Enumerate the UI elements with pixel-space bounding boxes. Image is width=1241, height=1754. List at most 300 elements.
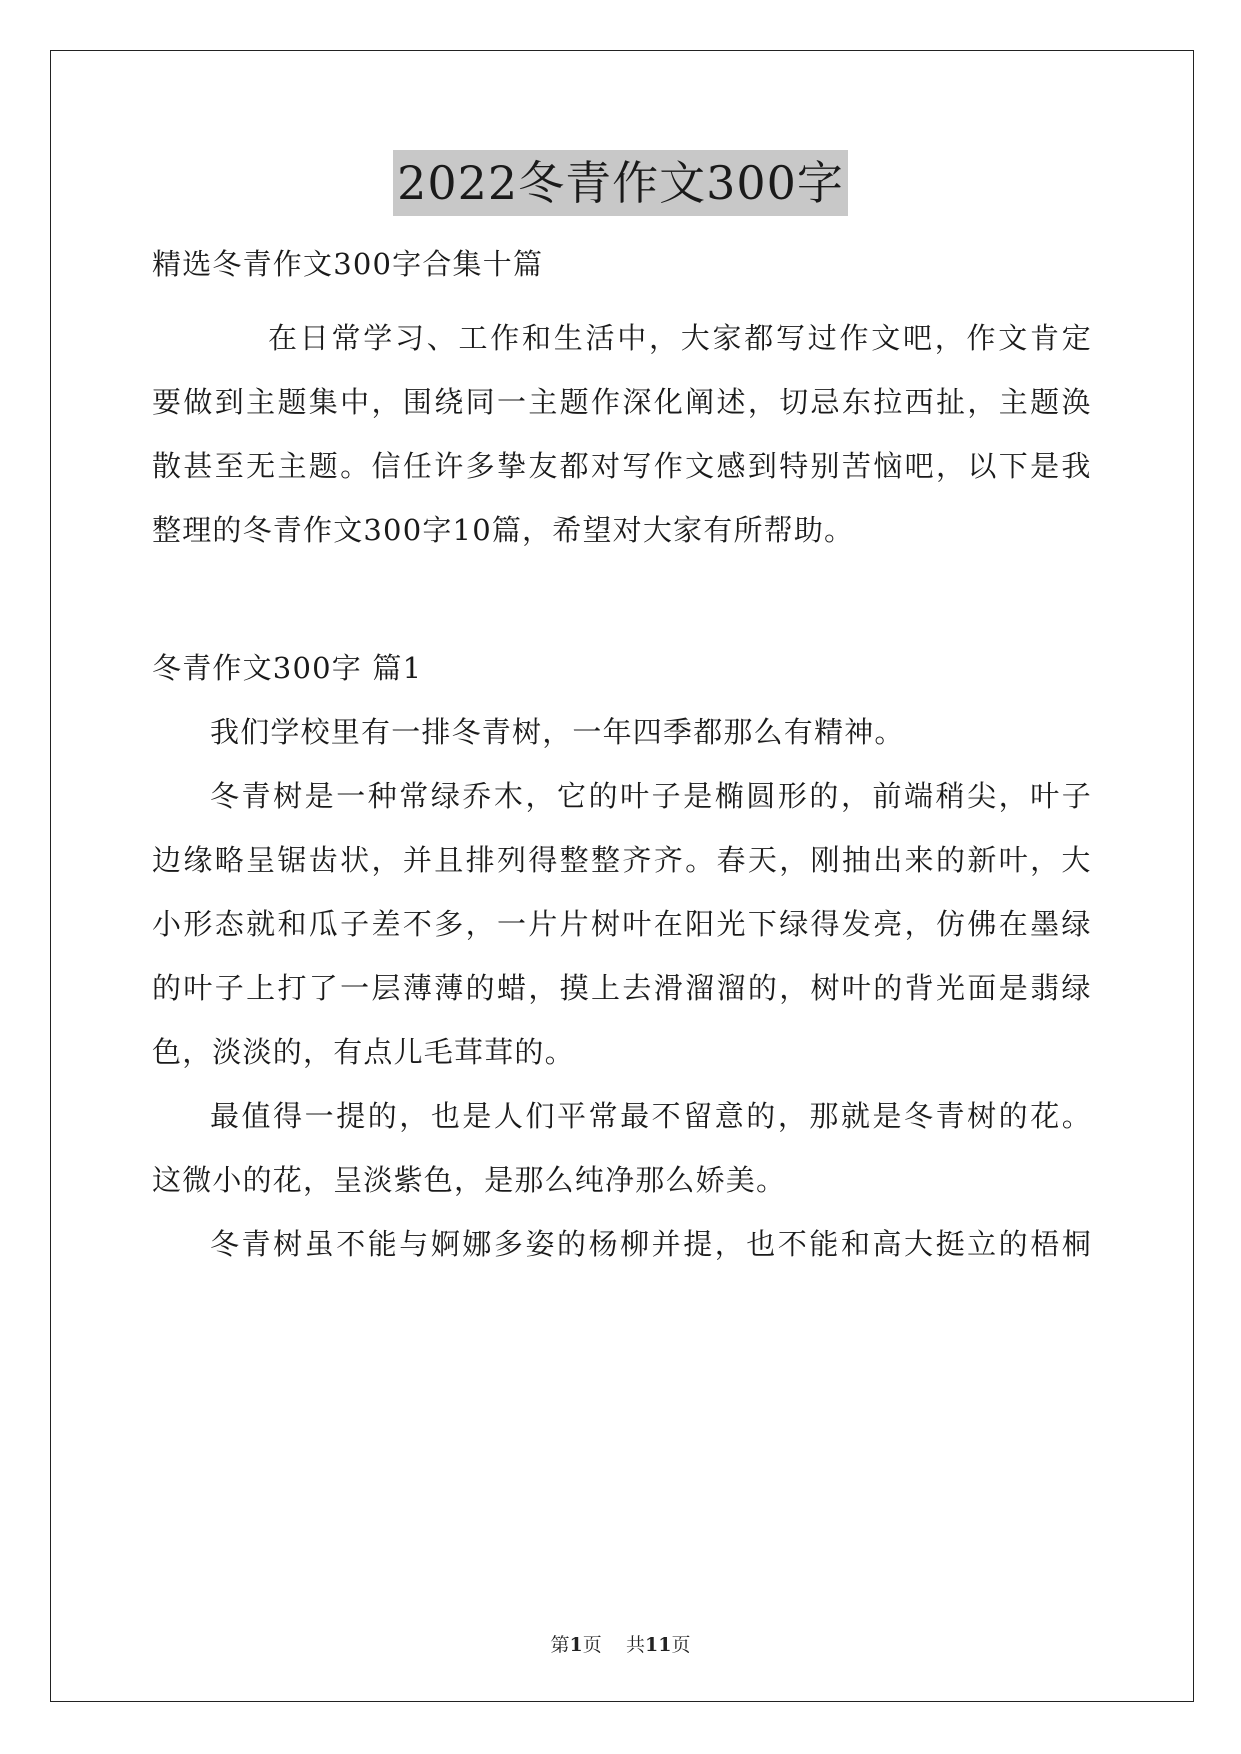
glyph: 主 [998,385,1029,419]
glyph: ， [967,385,998,419]
glyph: 就 [840,1099,872,1133]
glyph: 活 [585,321,616,355]
glyph: 得 [810,907,841,941]
glyph: 叶 [183,971,214,1005]
glyph: 作 [839,321,870,355]
text-line-content [152,434,1092,498]
glyph: 小 [152,907,183,941]
text-line [152,700,1092,764]
glyph: 最 [210,1099,241,1133]
text-line [152,1212,1092,1276]
glyph: 最 [620,1099,651,1133]
glyph: 的 [746,1099,777,1133]
glyph: 刚 [810,843,841,877]
glyph: 整 [559,843,590,877]
glyph: 绿 [1061,971,1092,1005]
glyph: 至 [214,449,245,483]
glyph: 是 [462,1099,493,1133]
glyph: 和 [277,907,308,941]
glyph: 光 [716,907,747,941]
glyph: 感 [716,449,747,483]
glyph: 日 [299,321,330,355]
glyph: 姿 [525,1227,556,1261]
glyph: 摸 [559,971,590,1005]
glyph: 中 [617,321,648,355]
text-line-content [210,764,1092,828]
glyph: 散 [152,449,183,483]
glyph: 题 [277,385,308,419]
glyph: 片 [528,907,559,941]
glyph: 新 [967,843,998,877]
glyph: 化 [653,385,684,419]
glyph: 圆 [746,779,777,813]
glyph: 树 [967,1099,998,1133]
glyph: 围 [402,385,434,419]
glyph: 阳 [685,907,716,941]
glyph: 写 [776,321,807,355]
glyph: ， [371,843,402,877]
glyph: 、 [426,321,457,355]
glyph: 提 [683,1227,714,1261]
glyph: 叶 [998,843,1029,877]
glyph: 稍 [935,779,966,813]
glyph: 上 [591,971,622,1005]
glyph: 状 [340,843,371,877]
glyph: 抽 [841,843,873,877]
text-line-content: 我们学校里有一排冬青树，一年四季都那么有精神。 [210,715,905,749]
glyph: 以 [967,449,998,483]
glyph: 片 [559,907,590,941]
glyph: 是 [1030,449,1061,483]
glyph: 文 [685,449,716,483]
glyph: 乔 [462,779,493,813]
glyph: 题 [308,449,339,483]
glyph: 提 [336,1099,367,1133]
glyph: 青 [241,1227,272,1261]
text-line-content: 这微小的花，呈淡紫色，是那么纯净那么娇美。 [152,1163,787,1197]
glyph: 大 [680,321,711,355]
glyph: 人 [493,1099,525,1133]
glyph: 文 [998,321,1029,355]
glyph: 的 [747,971,779,1005]
glyph: ， [714,1227,745,1261]
glyph: 瓜 [308,907,339,941]
glyph: 娜 [462,1227,493,1261]
text-line [152,498,1092,562]
glyph: 齿 [308,843,339,877]
glyph: 主 [528,385,559,419]
glyph: 是 [683,779,714,813]
glyph: 绿 [779,907,810,941]
glyph: 。 [1061,1099,1092,1133]
text-line [152,636,1092,700]
glyph: 扯 [935,385,967,419]
glyph: 它 [557,779,588,813]
glyph: 的 [152,971,183,1005]
glyph: 挺 [935,1227,966,1261]
glyph: 题 [559,385,590,419]
glyph: 天 [747,843,779,877]
glyph: 许 [434,449,465,483]
glyph: 不 [402,907,434,941]
glyph: 滑 [653,971,684,1005]
glyph: 树 [273,1227,304,1261]
glyph: 冬 [210,1227,241,1261]
glyph: 柳 [620,1227,651,1261]
glyph: 排 [465,843,496,877]
glyph: 东 [841,385,873,419]
glyph: 意 [714,1099,745,1133]
glyph: 在 [268,321,299,355]
glyph: 的 [367,1099,398,1133]
glyph: 做 [183,385,214,419]
text-line-content [210,1084,1092,1148]
glyph: 大 [904,1227,935,1261]
document-body [152,232,1092,1276]
glyph: 就 [246,907,277,941]
glyph: 习 [395,321,426,355]
glyph: 的 [998,1227,1029,1261]
glyph: 那 [809,1099,840,1133]
glyph: 特 [779,449,810,483]
glyph: 作 [653,449,684,483]
glyph: 溜 [685,971,716,1005]
glyph: 呈 [246,843,277,877]
glyph: 叶 [841,971,873,1005]
glyph: 多 [434,907,465,941]
glyph: 作 [490,321,521,355]
text-line-content [268,306,1092,370]
text-line [152,1084,1092,1148]
glyph: ， [649,321,680,355]
glyph: 的 [809,779,840,813]
glyph: 桐 [1061,1227,1092,1261]
glyph: 虽 [304,1227,335,1261]
glyph: 常 [399,779,430,813]
glyph: 子 [651,779,682,813]
glyph: 到 [214,385,245,419]
glyph: 光 [935,971,967,1005]
glyph: 常 [588,1099,619,1133]
text-line-content [152,956,1092,1020]
glyph: 多 [493,1227,525,1261]
glyph: 婀 [430,1227,462,1261]
glyph: 子 [1061,779,1092,813]
text-line [152,306,1092,370]
glyph: 平 [557,1099,588,1133]
glyph: 形 [777,779,809,813]
glyph: 树 [810,971,841,1005]
glyph: 且 [434,843,465,877]
glyph: 也 [430,1099,462,1133]
glyph: 并 [402,843,434,877]
glyph: 无 [246,449,277,483]
glyph: 主 [246,385,277,419]
glyph: 工 [458,321,489,355]
glyph: 肯 [1030,321,1061,355]
glyph: 写 [622,449,653,483]
text-line-content [152,828,1092,892]
text-line-content: 精选冬青作文300字合集十篇 [152,247,544,281]
glyph: 要 [152,385,183,419]
glyph: 打 [277,971,308,1005]
glyph: 值 [241,1099,272,1133]
glyph: 不 [336,1227,367,1261]
glyph: 面 [967,971,998,1005]
glyph: 信 [371,449,402,483]
glyph: 薄 [402,971,434,1005]
glyph: 文 [871,321,902,355]
glyph: 在 [998,907,1029,941]
glyph: 不 [777,1227,809,1261]
text-line [152,1020,1092,1084]
glyph: 薄 [434,971,465,1005]
glyph: 下 [998,449,1029,483]
glyph: 留 [683,1099,714,1133]
glyph: 树 [273,779,304,813]
glyph: 边 [152,843,183,877]
glyph: 的 [465,971,496,1005]
glyph: 西 [904,385,935,419]
glyph: ， [779,971,810,1005]
footer-total-pages: 11 [644,1634,672,1656]
glyph: 作 [591,385,622,419]
glyph: ， [465,907,496,941]
glyph: 青 [935,1099,966,1133]
glyph: 子 [340,907,371,941]
footer-total-suffix: 页 [671,1634,691,1656]
glyph: 列 [496,843,528,877]
glyph: 是 [998,971,1029,1005]
glyph: ， [1030,843,1061,877]
glyph: 吧 [903,321,934,355]
glyph: 齐 [653,843,684,877]
glyph: 学 [363,321,394,355]
glyph: 的 [873,971,904,1005]
text-line-content [152,370,1092,434]
glyph: 梧 [1030,1227,1061,1261]
footer-total-prefix: 共 [625,1634,645,1656]
glyph: ， [779,843,810,877]
glyph: 态 [214,907,245,941]
glyph: 深 [622,385,653,419]
glyph: 忌 [810,385,841,419]
title-container [0,150,1241,216]
glyph: 能 [809,1227,840,1261]
glyph: 一 [304,1099,335,1133]
glyph: 过 [807,321,838,355]
glyph: 种 [367,779,398,813]
glyph: 冬 [904,1099,935,1133]
paragraph-gap [152,296,1092,306]
glyph: 发 [841,907,873,941]
glyph: ， [371,385,402,419]
glyph: ， [399,1099,430,1133]
glyph: 多 [465,449,496,483]
glyph: 拉 [873,385,904,419]
glyph: 杨 [588,1227,619,1261]
page-footer [0,1632,1241,1658]
glyph: 木 [493,779,525,813]
glyph: 绿 [1061,907,1092,941]
glyph: 恼 [873,449,904,483]
glyph: 子 [214,971,245,1005]
glyph: 主 [277,449,308,483]
text-line [152,370,1092,434]
glyph: 得 [273,1099,304,1133]
text-line [152,956,1092,1020]
text-line [152,232,1092,296]
glyph: 题 [1030,385,1061,419]
glyph: 花 [1030,1099,1061,1133]
glyph: 述 [716,385,747,419]
glyph: 一 [336,779,367,813]
glyph: 绕 [434,385,465,419]
glyph: ， [747,385,779,419]
glyph: 仿 [935,907,967,941]
glyph: 端 [904,779,935,813]
glyph: 不 [651,1099,682,1133]
glyph: 的 [557,1227,588,1261]
glyph: 和 [840,1227,872,1261]
glyph: 亮 [873,907,904,941]
glyph: 叶 [1030,779,1061,813]
glyph: 对 [591,449,622,483]
text-line [152,828,1092,892]
glyph: 切 [779,385,810,419]
glyph: 锯 [277,843,308,877]
glyph: 也 [746,1227,777,1261]
glyph: 的 [998,1099,1029,1133]
glyph: 苦 [841,449,873,483]
glyph: 差 [371,907,402,941]
glyph: 的 [935,843,967,877]
glyph: 都 [744,321,775,355]
footer-page-suffix: 页 [582,1634,602,1656]
glyph: 立 [967,1227,998,1261]
footer-page-number: 1 [569,1634,583,1656]
text-line-content: 冬青作文300字 篇1 [152,651,423,685]
glyph: 到 [747,449,779,483]
glyph: 形 [183,907,214,941]
glyph: 在 [653,907,684,941]
glyph: 是 [872,1099,903,1133]
glyph: 是 [304,779,335,813]
glyph: ， [777,1099,809,1133]
glyph: ， [935,449,967,483]
glyph: ， [528,971,559,1005]
glyph: ， [934,321,965,355]
glyph: ， [998,779,1029,813]
glyph: 上 [246,971,277,1005]
glyph: 同 [465,385,496,419]
section-gap [152,562,1092,636]
glyph: 整 [591,843,622,877]
glyph: 我 [1061,449,1092,483]
glyph: 齐 [622,843,653,877]
glyph: 吧 [904,449,935,483]
text-line [152,764,1092,828]
glyph: 略 [214,843,245,877]
glyph: 叶 [620,779,651,813]
glyph: 尖 [967,779,998,813]
glyph: 溜 [716,971,747,1005]
glyph: 涣 [1061,385,1092,419]
glyph: 能 [367,1227,398,1261]
glyph: 来 [904,843,935,877]
glyph: 缘 [183,843,214,877]
glyph: 翡 [1030,971,1061,1005]
glyph: 定 [1061,321,1092,355]
glyph: 一 [496,385,528,419]
glyph: 得 [528,843,559,877]
glyph: 作 [966,321,997,355]
text-line-content [210,1212,1092,1276]
glyph: 友 [528,449,559,483]
glyph: 集 [308,385,339,419]
glyph: 都 [559,449,590,483]
glyph: 。 [685,843,716,877]
glyph: 中 [340,385,371,419]
glyph: 家 [712,321,743,355]
glyph: 树 [591,907,622,941]
document-title: 2022冬青作文300字 [393,150,848,216]
glyph: 大 [1061,843,1092,877]
glyph: 蜡 [496,971,528,1005]
glyph: 背 [904,971,935,1005]
glyph: 前 [872,779,903,813]
glyph: 佛 [967,907,998,941]
glyph: 了 [308,971,339,1005]
glyph: 们 [525,1099,556,1133]
text-line-content: 色，淡淡的，有点儿毛茸茸的。 [152,1035,575,1069]
glyph: 去 [622,971,653,1005]
glyph: 一 [496,907,528,941]
glyph: 青 [241,779,272,813]
glyph: 生 [553,321,584,355]
glyph: 任 [402,449,434,483]
text-line-content [152,892,1092,956]
glyph: 。 [340,449,371,483]
text-line [152,434,1092,498]
glyph: 冬 [210,779,241,813]
glyph: 高 [872,1227,903,1261]
glyph: ， [904,907,935,941]
glyph: 出 [873,843,904,877]
glyph: 与 [399,1227,430,1261]
glyph: 春 [716,843,747,877]
glyph: 墨 [1030,907,1061,941]
text-line [152,892,1092,956]
glyph: 常 [331,321,362,355]
glyph: 椭 [714,779,745,813]
glyph: 绿 [430,779,462,813]
text-line [152,1148,1092,1212]
glyph: 和 [522,321,553,355]
glyph: 一 [340,971,371,1005]
glyph: ， [525,779,556,813]
glyph: 的 [588,779,619,813]
glyph: ， [840,779,872,813]
glyph: 层 [371,971,402,1005]
glyph: 挚 [496,449,528,483]
glyph: 甚 [183,449,214,483]
glyph: 叶 [622,907,653,941]
glyph: 别 [810,449,841,483]
text-line-content: 整理的冬青作文300字10篇，希望对大家有所帮助。 [152,513,855,547]
glyph: 阐 [685,385,716,419]
glyph: 并 [651,1227,682,1261]
